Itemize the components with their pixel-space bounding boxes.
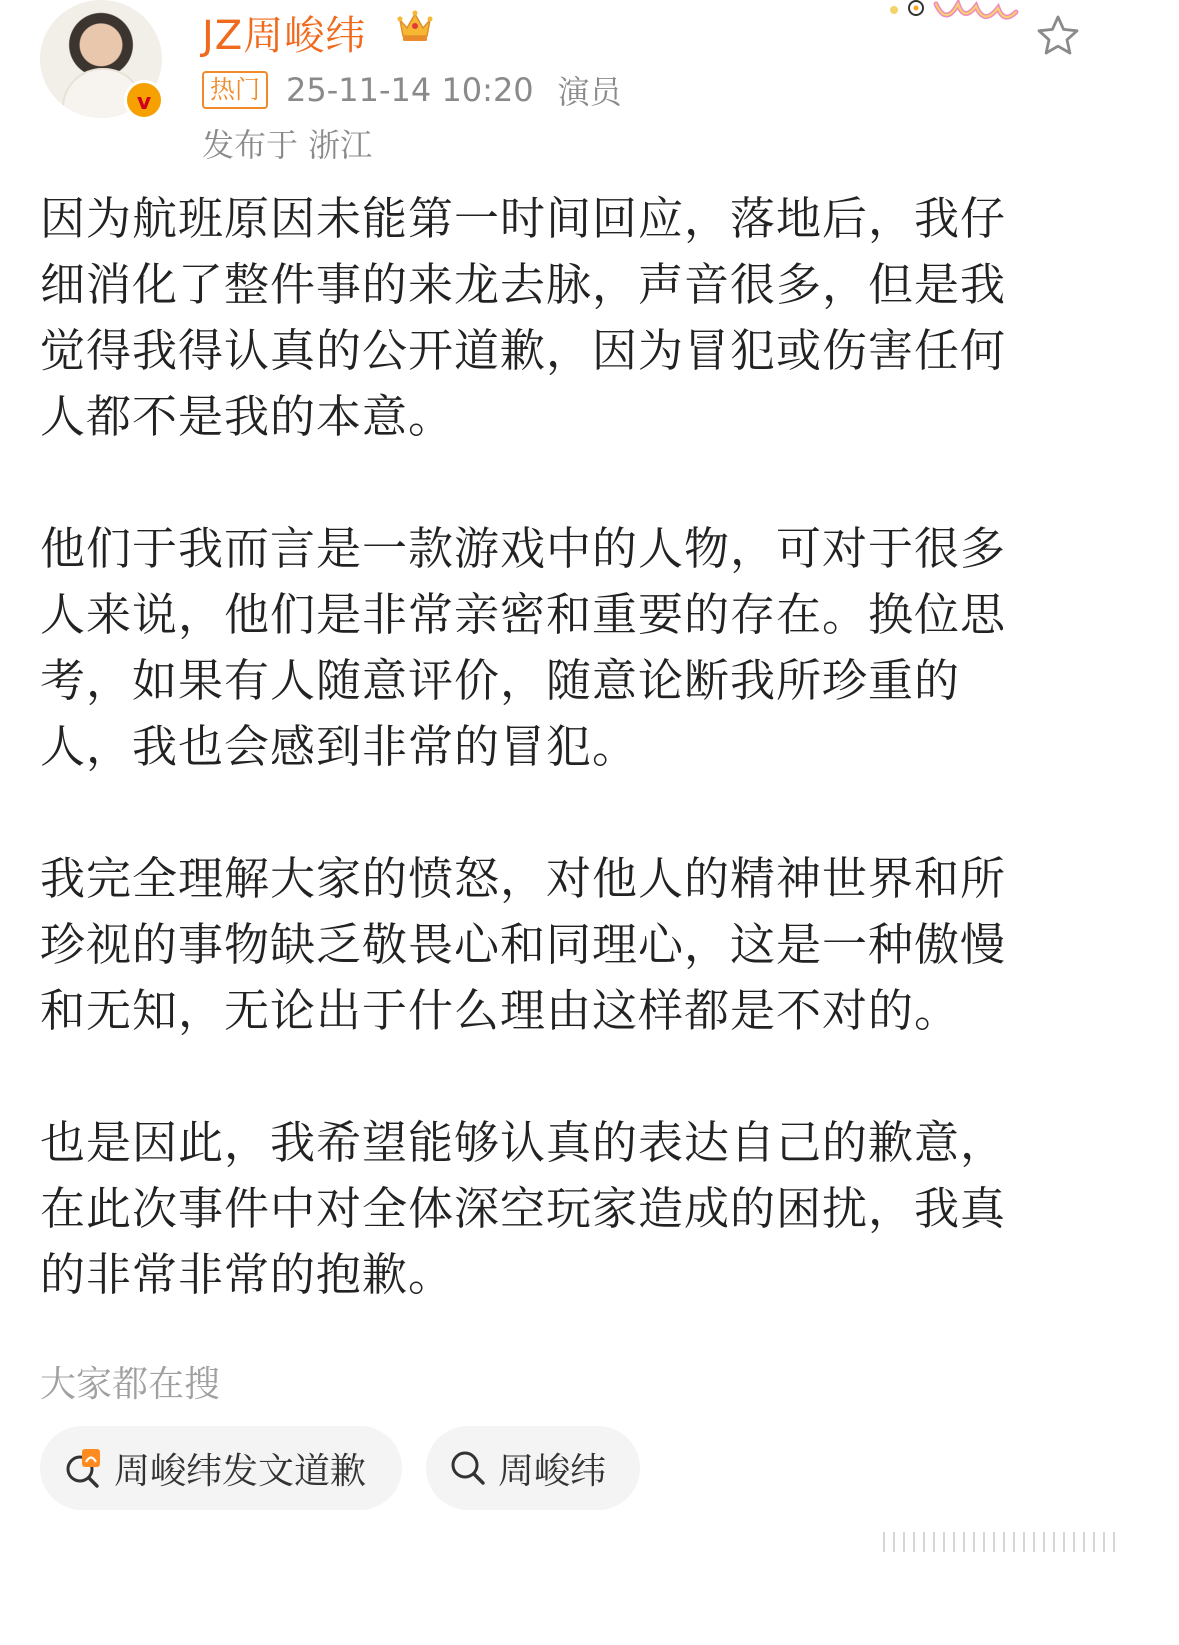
crown-icon (396, 6, 434, 44)
favorite-star-icon[interactable] (1034, 12, 1082, 60)
post-paragraph: 他们于我而言是一款游戏中的人物，可对于很多人来说，他们是非常亲密和重要的存在。换位思考，如果有人随意评价，随意论断我所珍重的人，我也会感到非常的冒犯。 (40, 522, 1007, 773)
search-chip-name[interactable] (426, 1426, 640, 1510)
watermark-pattern (880, 1528, 1120, 1556)
post-body (40, 186, 1050, 1374)
post-paragraph: 我完全理解大家的愤怒，对他人的精神世界和所珍视的事物缺乏敬畏心和同理心，这是一种傲慢和无知，无论出于什么理由这样都是不对的。 (40, 852, 1007, 1037)
post-location: 发布于 浙江 (202, 126, 373, 164)
search-icon (448, 1448, 488, 1488)
verified-badge-icon: v (124, 80, 164, 120)
sticker-decoration (880, 0, 1030, 32)
post-timestamp: 25-11-14 10:20 (286, 71, 534, 109)
username[interactable]: JZ周峻纬 (202, 13, 367, 59)
search-chip-label: 周峻纬发文道歉 (114, 1450, 367, 1492)
hot-tag-badge[interactable]: 热门 (202, 71, 268, 109)
user-role: 演员 (557, 73, 622, 111)
search-chip-label: 周峻纬 (498, 1450, 607, 1492)
hot-search-icon (62, 1447, 104, 1489)
post-meta (202, 70, 622, 110)
post-paragraph: 因为航班原因未能第一时间回应，落地后，我仔细消化了整件事的来龙去脉，声音很多，但是我觉得我得认真的公开道歉，因为冒犯或伤害任何人都不是我的本意。 (40, 192, 1007, 443)
search-chip-apology[interactable] (40, 1426, 402, 1510)
search-suggestions-heading: 大家都在搜 (40, 1364, 221, 1405)
post-paragraph: 也是因此，我希望能够认真的表达自己的歉意，在此次事件中对全体深空玩家造成的困扰，我真的非常非常的抱歉。 (40, 1116, 1007, 1301)
